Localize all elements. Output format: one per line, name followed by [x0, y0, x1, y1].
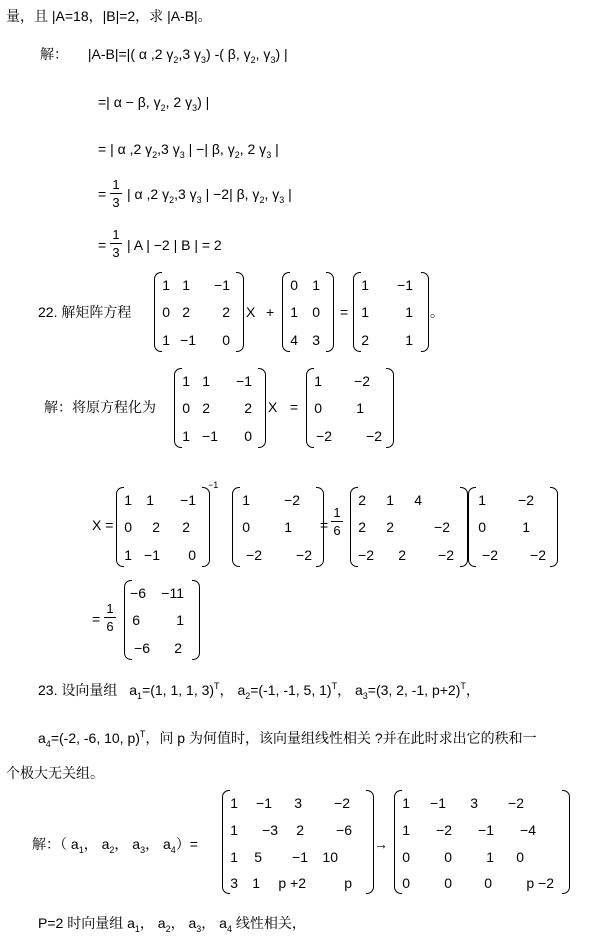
solution-step-5: | A | −2 | B | = 2 — [127, 237, 222, 253]
solution-step-1: 解： |A-B|=|( α ,2 $\gamma_2,3$ $\gamma_3$) -( β, $\gamma_2$, $\gamma_3$) | — [40, 46, 288, 65]
inverse-exponent: −1 — [208, 480, 219, 490]
conclusion-line: P=2 时向量组 $a_1$， $a_2$， $a_3$， $a_4$ 线性相关， — [38, 915, 306, 934]
matrix-a-2: 1 1 −1 0 2 2 1 −1 0 — [174, 368, 266, 448]
solution-22-label: 解：将原方程化为 — [44, 399, 156, 415]
matrix-b: 0 1 1 0 4 3 — [282, 272, 334, 352]
equals-sign: = — [340, 304, 349, 320]
solution-label: 解： — [40, 46, 68, 62]
solution-step-5-eq: = — [98, 237, 107, 253]
matrix-d-2: 1 −2 0 1 −2 −2 — [232, 487, 324, 567]
solution-23-label: 解：（ $a_1$， $a_2$， $a_3$， $a_4)=$ — [32, 836, 198, 855]
fraction-one-sixth-2: 1 6 — [104, 602, 116, 633]
matrix-c: 1 −1 1 1 2 1 — [353, 272, 429, 352]
solution-step-4-eq: = — [98, 186, 107, 202]
matrix-a-3: 1 1 −1 0 2 2 1 −1 0 — [116, 487, 210, 567]
matrix-e: 2 1 4 2 2 −2 −2 2 −2 — [350, 487, 468, 567]
matrix-i: 1 −1 3 −2 1 −2 −1 −4 0 0 1 0 0 0 0 p −2 — [394, 790, 570, 894]
arrow-icon: → — [374, 836, 388, 852]
matrix-g: −6 −11 6 1 −6 2 — [124, 580, 200, 660]
x-variable-2: X — [268, 399, 278, 415]
matrix-a: 1 1 −1 0 2 2 1 −1 0 — [154, 272, 244, 352]
problem-continuation: 量，且 |A=18，|B|=2，求 |A-B|。 — [6, 8, 212, 24]
solution-step-2: =| α − β, $\gamma_2$, 2 $\gamma_3$) | — [98, 94, 210, 113]
equals-sign-2: = — [290, 399, 299, 415]
fraction-one-third-2: 1 3 — [110, 228, 122, 259]
problem-23-line1: 23. 设向量组 $a_1=(1$, 1, 1, 3)$^T$， $a_2=(-1$, -1, 5, 1)$^T$， $a_3=(3$, 2, -1, p+2)$^T$， — [38, 681, 480, 701]
x-equals: X = — [92, 517, 114, 533]
period: 。 — [430, 304, 444, 320]
equals-sign-4: = — [92, 611, 101, 627]
fraction-one-sixth: 1 6 — [331, 506, 343, 537]
problem-23-line2: $a_4=(-2$, -6, 10, p)$^T$，问 p 为何值时，该向量组线性相关 ?并在此时求出它的秩和一 — [38, 729, 537, 749]
solution-step-4: | α ,2 $\gamma_2,3$ $\gamma_3$ | −2| β, $\gamma_2$, $\gamma_3$ | — [127, 186, 292, 205]
matrix-d: 1 −2 0 1 −2 −2 — [306, 368, 394, 448]
equals-sign-3: = — [320, 517, 329, 533]
matrix-h: 1 −1 3 −2 1 −3 2 −6 1 5 −1 10 3 1 p +2 p — [222, 790, 374, 894]
problem-23-line3: 个极大无关组。 — [6, 765, 104, 781]
problem-22-label: 22. 解矩阵方程 — [38, 304, 132, 320]
x-variable: X — [246, 304, 256, 320]
matrix-f: 1 −2 0 1 −2 −2 — [468, 487, 558, 567]
plus-sign: + — [266, 304, 275, 320]
fraction-one-third: 1 3 — [110, 178, 122, 209]
solution-step-3: = | α ,2 $\gamma_2,3$ $\gamma_3$ | −| β, $\gamma_2$, 2 $\gamma_3$ | — [98, 141, 279, 160]
